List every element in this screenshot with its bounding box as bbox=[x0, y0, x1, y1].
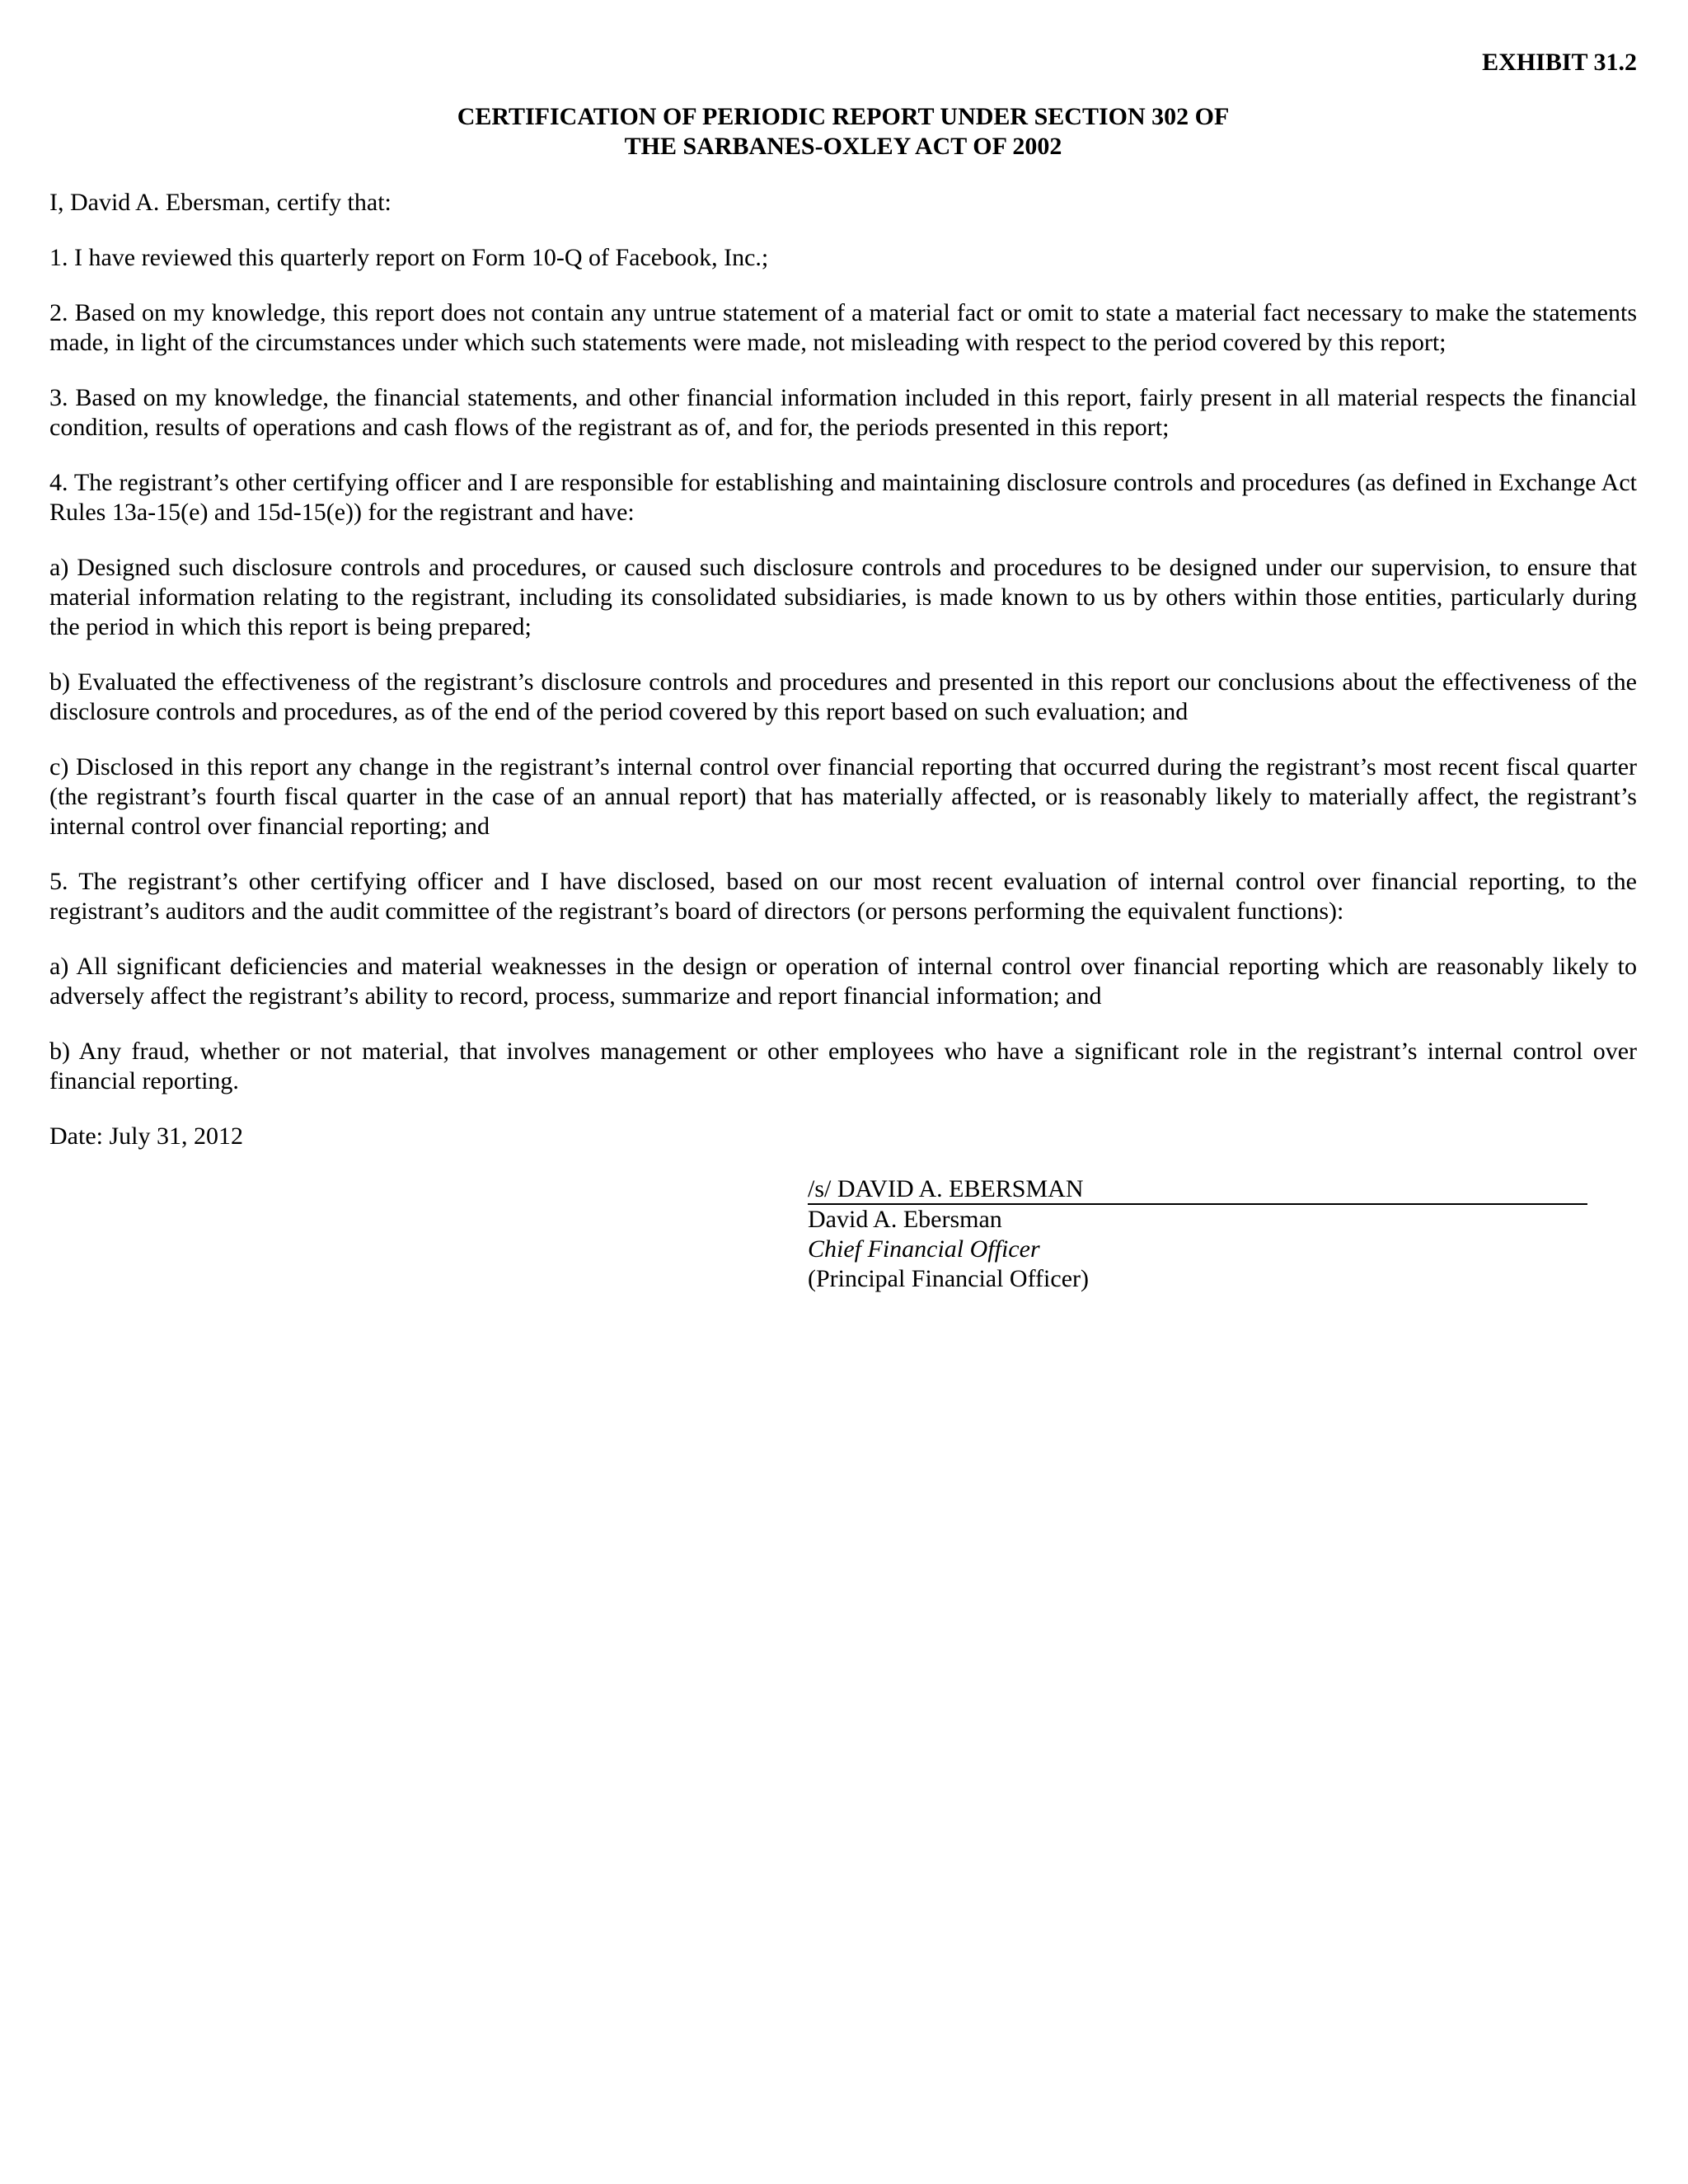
paragraph-3: 3. Based on my knowledge, the financial statements, and other financial information included in this report, fairly present in all material respects the financial condition, results of operations and cash flows of the registrant as of, and for, the periods presented in this report; bbox=[49, 384, 1637, 441]
document-page bbox=[49, 48, 1637, 1177]
signature-line: /s/ DAVID A. EBERSMAN bbox=[808, 1175, 1587, 1205]
intro-paragraph: I, David A. Ebersman, certify that: bbox=[49, 189, 392, 216]
paragraph-2: 2. Based on my knowledge, this report does not contain any untrue statement of a material fact or omit to state a material fact necessary to make the statements made, in light of the circumstances under which such statements were made, not misleading with respect to the period covered by this report; bbox=[49, 299, 1637, 356]
paragraph-4c: c) Disclosed in this report any change in the registrant’s internal control over financial reporting that occurred during the registrant’s most recent fiscal quarter (the registrant’s fourth fiscal quarter in the case of an annual report) that has materially affected, or is reasonably likely to materially affect, the registrant’s internal control over financial reporting; and bbox=[49, 753, 1637, 840]
paragraph-4a: a) Designed such disclosure controls and procedures, or caused such disclosure controls and procedures to be designed under our supervision, to ensure that material information relating to the registrant, including its consolidated subsidiaries, is made known to us by others within those entities, particularly during the period in which this report is being prepared; bbox=[49, 554, 1637, 640]
signature-block bbox=[808, 1175, 1587, 1294]
signer-title: Chief Financial Officer bbox=[808, 1235, 1040, 1263]
paragraph-1: 1. I have reviewed this quarterly report on Form 10-Q of Facebook, Inc.; bbox=[49, 244, 769, 271]
title-line-2: THE SARBANES-OXLEY ACT OF 2002 bbox=[624, 133, 1062, 160]
title-line-1: CERTIFICATION OF PERIODIC REPORT UNDER SECTION 302 OF bbox=[457, 103, 1230, 130]
paragraph-5: 5. The registrant’s other certifying officer and I have disclosed, based on our most recent evaluation of internal control over financial reporting, to the registrant’s auditors and the audit committee of the registrant’s board of directors (or persons performing the equivalent functions): bbox=[49, 868, 1637, 925]
paragraph-5b: b) Any fraud, whether or not material, that involves management or other employees who have a significant role in the registrant’s internal control over financial reporting. bbox=[49, 1038, 1637, 1094]
date-line: Date: July 31, 2012 bbox=[49, 1122, 243, 1150]
exhibit-label: EXHIBIT 31.2 bbox=[1482, 49, 1637, 76]
signer-role: (Principal Financial Officer) bbox=[808, 1265, 1089, 1292]
document-title bbox=[49, 102, 1637, 162]
paragraph-5a: a) All significant deficiencies and material weaknesses in the design or operation of internal control over financial reporting which are reasonably likely to adversely affect the registrant’s ability to record, process, summarize and report financial information; and bbox=[49, 953, 1637, 1010]
paragraph-4b: b) Evaluated the effectiveness of the registrant’s disclosure controls and procedures and presented in this report our conclusions about the effectiveness of the disclosure controls and procedures, as of the end of the period covered by this report based on such evaluation; and bbox=[49, 668, 1637, 725]
signer-name: David A. Ebersman bbox=[808, 1206, 1002, 1233]
paragraph-4: 4. The registrant’s other certifying officer and I are responsible for establishing and maintaining disclosure controls and procedures (as defined in Exchange Act Rules 13a-15(e) and 15d-15(e)) for the registrant and have: bbox=[49, 469, 1637, 526]
